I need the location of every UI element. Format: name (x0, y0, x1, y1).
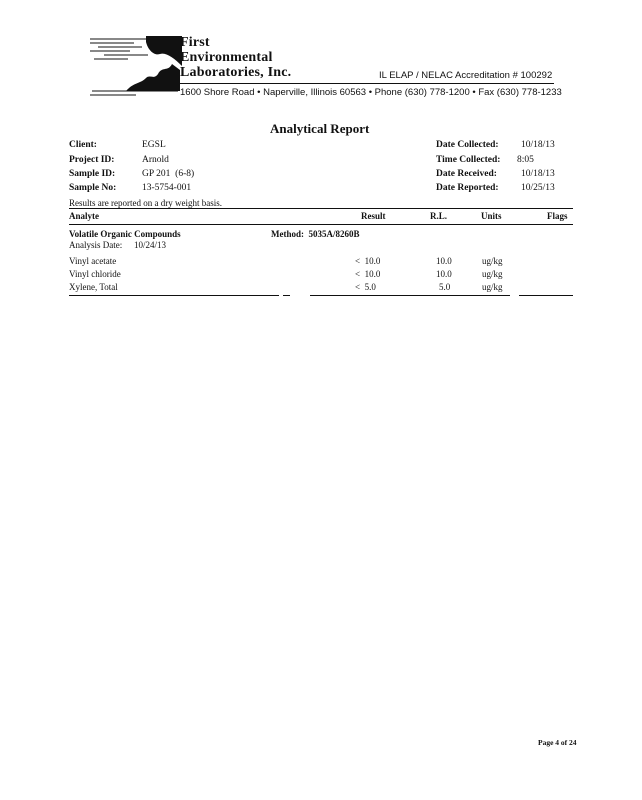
analysis-date-label: Analysis Date: (69, 240, 123, 250)
date-collected-value: 10/18/13 (521, 140, 555, 150)
accreditation-text: IL ELAP / NELAC Accreditation # 100292 (379, 70, 553, 81)
section-title: Volatile Organic Compounds (69, 229, 181, 239)
company-name-line2: Environmental (180, 50, 273, 65)
table-bottom-rule-middle (310, 295, 510, 296)
table-header-rule (69, 224, 573, 225)
company-name-line1: First (180, 35, 210, 50)
company-name-line3: Laboratories, Inc. (180, 65, 292, 80)
client-value: EGSL (142, 140, 166, 150)
date-received-label: Date Received: (436, 169, 497, 179)
row-1-analyte: Vinyl acetate (69, 256, 117, 266)
letterhead-rule (180, 83, 554, 84)
header-flags: Flags (547, 211, 568, 221)
header-analyte: Analyte (69, 211, 99, 221)
client-label: Client: (69, 140, 97, 150)
row-1-units: ug/kg (482, 256, 503, 266)
table-bottom-rule-right (519, 295, 573, 296)
time-collected-label: Time Collected: (436, 155, 501, 165)
row-1-rl: 10.0 (436, 256, 452, 266)
header-result: Result (361, 211, 386, 221)
row-3-rl: 5.0 (439, 282, 451, 292)
basis-note: Results are reported on a dry weight basis. (69, 198, 222, 208)
table-bottom-rule-left (69, 295, 279, 296)
page-number: Page 4 of 24 (538, 738, 577, 747)
sample-no-label: Sample No: (69, 183, 117, 193)
time-collected-value: 8:05 (517, 155, 534, 165)
address-text: 1600 Shore Road • Naperville, Illinois 60563 • Phone (630) 778-1200 • Fax (630) 778-1233 (180, 87, 562, 98)
company-name (180, 35, 291, 80)
row-2-units: ug/kg (482, 269, 503, 279)
report-title: Analytical Report (270, 121, 370, 136)
sample-id-value: GP 201 (6-8) (142, 169, 195, 179)
project-value: Arnold (142, 155, 169, 165)
row-2-result: < 10.0 (355, 269, 381, 279)
table-bottom-rule-dash (283, 295, 290, 296)
row-3-analyte: Xylene, Total (69, 282, 118, 292)
method-text: Method: 5035A/8260B (271, 229, 360, 239)
table-top-rule (69, 208, 573, 209)
sample-id-label: Sample ID: (69, 169, 116, 179)
header-rl: R.L. (430, 211, 448, 221)
row-2-rl: 10.0 (436, 269, 452, 279)
date-received-value: 10/18/13 (521, 169, 555, 179)
row-3-result: < 5.0 (355, 282, 376, 292)
project-label: Project ID: (69, 155, 115, 165)
analysis-date-value: 10/24/13 (134, 240, 167, 250)
date-collected-label: Date Collected: (436, 140, 499, 150)
company-logo (90, 36, 182, 98)
row-1-result: < 10.0 (355, 256, 381, 266)
date-reported-label: Date Reported: (436, 183, 499, 193)
header-units: Units (481, 211, 502, 221)
row-3-units: ug/kg (482, 282, 503, 292)
row-2-analyte: Vinyl chloride (69, 269, 121, 279)
sample-no-value: 13-5754-001 (142, 183, 192, 193)
date-reported-value: 10/25/13 (521, 183, 555, 193)
